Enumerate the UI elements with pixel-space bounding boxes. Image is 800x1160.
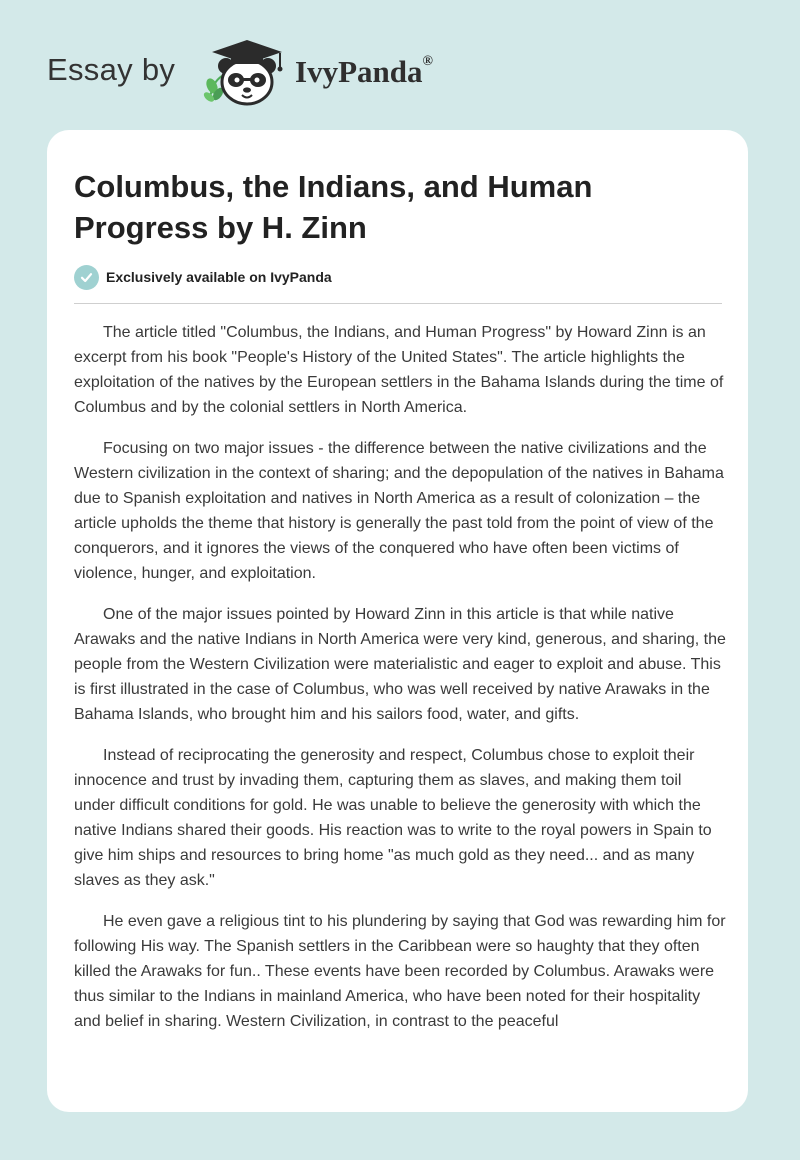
brand-name-text: IvyPanda xyxy=(295,54,423,89)
paragraph: One of the major issues pointed by Howard Zinn in this article is that while native Arawaks and the native Indians in North America were very kind, generous, and sharing, the people from the Western Civilization were materialistic and eager to exploit and abuse. This is first illustrated in the case of Columbus, who was well received by native Arawaks in the Bahama Islands, who brought him and his sailors food, water, and gifts. xyxy=(74,606,726,723)
site-header-brand[interactable] xyxy=(47,30,467,110)
paragraph: The article titled "Columbus, the Indians, and Human Progress" by Howard Zinn is an excerpt from his book "People's History of the United States". The article highlights the exploitation of the natives by the European settlers in the Bahama Islands during the time of Columbus and by the colonial settlers in North America. xyxy=(74,324,724,416)
exclusive-badge xyxy=(74,264,332,290)
brand-name xyxy=(295,54,433,90)
paragraph: Focusing on two major issues - the difference between the native civilizations and the Western civilization in the context of sharing; and the depopulation of the natives in Bahama due to Spanish exploitation and natives in North America as a result of colonization – the article upholds the theme that history is generally the past told from the point of view of the conquerors, and it ignores the views of the conquered who have often been victims of violence, hunger, and exploitation. xyxy=(74,440,724,582)
paragraph: He even gave a religious tint to his plundering by saying that God was rewarding him for following His way. The Spanish settlers in the Caribbean were so haughty that they often killed the Arawaks for fun.. These events have been recorded by Columbus. Arawaks were thus similar to the Indians in mainland America, who have been noted for their hospitality and belief in sharing. Western Civilization, in contrast to the peaceful xyxy=(74,913,726,1030)
check-circle-icon xyxy=(74,265,99,290)
article-body xyxy=(74,320,726,1050)
title-divider xyxy=(74,303,722,304)
registered-mark: ® xyxy=(422,53,433,69)
paragraph: Instead of reciprocating the generosity and respect, Columbus chose to exploit their innocence and trust by invading them, capturing them as slaves, and making them toil under difficult conditions for gold. He was unable to believe the generosity with which the native Indians shared their goods. His reaction was to write to the royal powers in Spain to give him ships and resources to bring home "as much gold as they need... and as many slaves as they ask." xyxy=(74,747,712,889)
article-card xyxy=(47,130,748,1112)
page-title: Columbus, the Indians, and Human Progress by H. Zinn xyxy=(74,169,593,245)
brand-prefix: Essay by xyxy=(47,52,176,87)
badge-label: Exclusively available on IvyPanda xyxy=(106,269,332,285)
panda-graduate-logo-icon xyxy=(202,36,292,108)
